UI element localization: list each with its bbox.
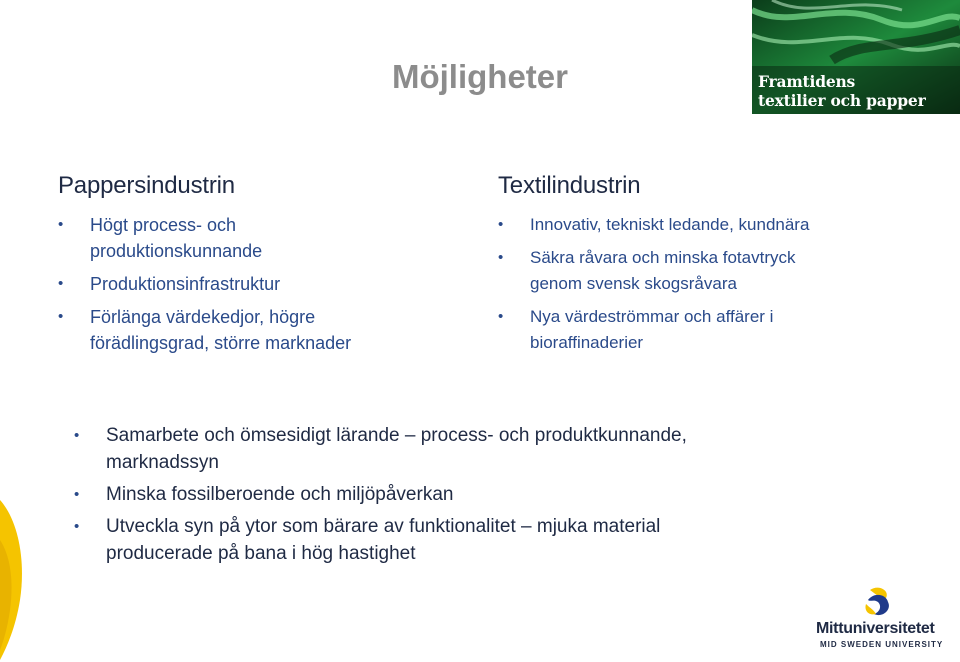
- bullet-icon: •: [58, 216, 64, 233]
- list-item: [74, 513, 834, 567]
- bullet-line: Säkra råvara och minska fotavtryck: [530, 248, 796, 267]
- banner-line-2: textilier och papper: [758, 91, 926, 110]
- banner-line-1: Framtidens: [758, 72, 856, 91]
- bullet-line: Förlänga värdekedjor, högre: [90, 307, 316, 327]
- bullet-line: producerade på bana i hög hastighet: [106, 543, 416, 564]
- logo-name: Mittuniversitetet: [816, 620, 935, 637]
- bullet-line: Produktionsinfrastruktur: [90, 274, 281, 294]
- bullet-icon: •: [74, 427, 80, 444]
- bottom-bullet-list: [74, 422, 834, 567]
- slide-title: Möjligheter: [391, 58, 568, 95]
- list-item: [74, 481, 834, 508]
- bullet-line: genom svensk skogsråvara: [530, 274, 737, 293]
- right-bullet-list: [498, 212, 928, 356]
- bullet-icon: •: [58, 275, 64, 292]
- bullet-line: Samarbete och ömsesidigt lärande – process- och produktkunnande,: [106, 425, 687, 446]
- bullet-icon: •: [498, 308, 504, 325]
- list-item: [58, 212, 448, 264]
- bullet-line: Innovativ, tekniskt ledande, kundnära: [530, 215, 810, 234]
- yellow-swoosh-decoration: [0, 480, 40, 662]
- list-item: [58, 304, 448, 356]
- list-item: [498, 212, 928, 238]
- left-column-heading: Pappersindustrin: [58, 172, 235, 199]
- bottom-section: [74, 422, 834, 572]
- bullet-line: Minska fossilberoende och miljöpåverkan: [106, 484, 454, 505]
- bullet-line: marknadssyn: [106, 452, 219, 473]
- bullet-line: Nya värdeströmmar och affärer i: [530, 307, 774, 326]
- list-item: [498, 245, 928, 297]
- bullet-line: förädlingsgrad, större marknader: [90, 333, 352, 353]
- list-item: [498, 304, 928, 356]
- bullet-line: Utveckla syn på ytor som bärare av funktionalitet – mjuka material: [106, 516, 661, 537]
- right-column-heading: Textilindustrin: [498, 172, 641, 199]
- bullet-icon: •: [498, 249, 504, 266]
- university-logo: [812, 586, 957, 658]
- bullet-icon: •: [498, 216, 504, 233]
- banner-caption: [758, 72, 958, 110]
- left-column: [58, 172, 448, 363]
- list-item: [58, 271, 448, 297]
- logo-mark-icon: [812, 586, 957, 622]
- banner-image: [752, 0, 960, 114]
- bullet-icon: •: [74, 486, 80, 503]
- bullet-line: Högt process- och: [90, 215, 237, 235]
- right-column: [498, 172, 928, 363]
- bullet-icon: •: [58, 308, 64, 325]
- bullet-icon: •: [74, 518, 80, 535]
- logo-subtitle: MID SWEDEN UNIVERSITY: [820, 640, 944, 649]
- list-item: [74, 422, 834, 476]
- bullet-line: bioraffinaderier: [530, 333, 644, 352]
- bullet-line: produktionskunnande: [90, 241, 263, 261]
- left-bullet-list: [58, 212, 448, 356]
